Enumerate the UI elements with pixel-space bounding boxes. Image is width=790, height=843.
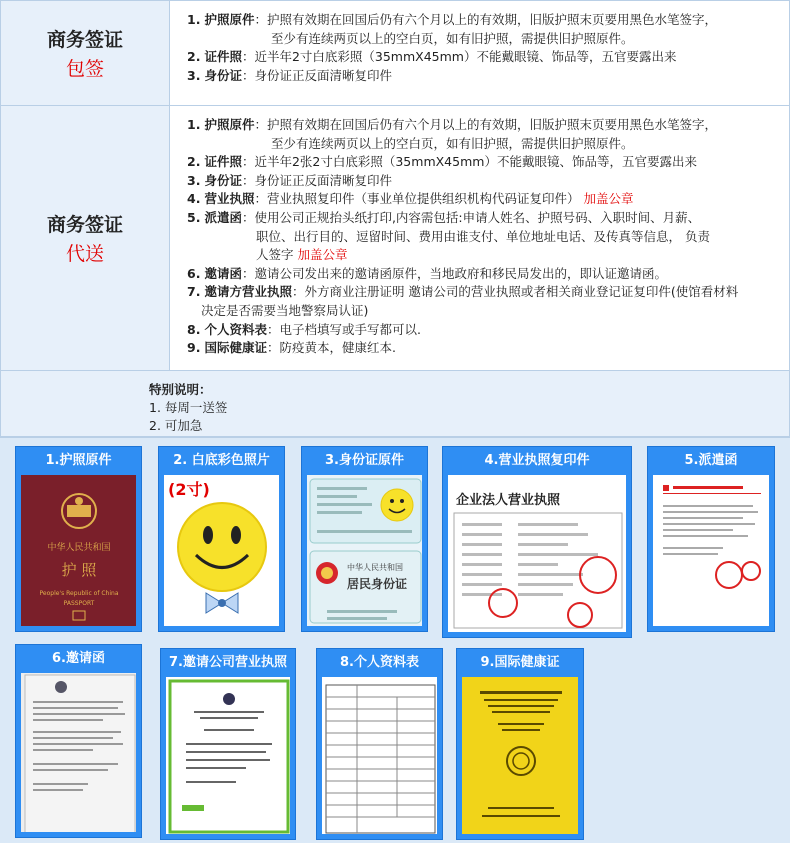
- svg-text:PASSPORT: PASSPORT: [63, 600, 95, 607]
- list-item: 2. 证件照：近半年2寸白底彩照（35mmX45mm）不能戴眼镜、饰品等，五官要露出来: [187, 49, 677, 65]
- list-item: 3. 身份证：身份证正反面清晰复印件: [187, 172, 392, 188]
- id-card-image: [307, 475, 422, 626]
- visa-type: 商务签证: [46, 29, 123, 51]
- note-item: 2. 可加急: [149, 418, 203, 433]
- doc-label: 1.护照原件: [45, 453, 112, 468]
- health-certificate-image: [462, 677, 578, 834]
- company-license-image: [166, 677, 290, 834]
- list-item: 3. 身份证：身份证正反面清晰复印件: [187, 67, 392, 83]
- service-mode: 包签: [65, 58, 104, 80]
- section-baoqian: [1, 1, 789, 106]
- list-item: 1. 护照原件：护照有效期在回国后仍有六个月以上的有效期，旧版护照末页要用黑色水笔签字， 至少有连续两页以上的空白页，如有旧护照，需提供旧护照原件。: [187, 117, 717, 151]
- list-item: 7. 邀请方营业执照：外方商业注册证明 邀请公司的营业执照或者相关商业登记证复印件(使馆看材料 决定是否需要当地警察局认证): [187, 284, 739, 318]
- section-items: [170, 1, 789, 105]
- doc-card-photo: [158, 446, 285, 632]
- section-daisong: [1, 106, 789, 371]
- section-header: [1, 106, 170, 370]
- doc-label: 4.营业执照复印件: [484, 453, 590, 468]
- list-item: 4. 营业执照：营业执照复印件（事业单位提供组织机构代码证复印件） 加盖公章: [187, 191, 634, 207]
- svg-text:People's Republic of China: People's Republic of China: [39, 590, 119, 597]
- doc-label: 6.邀请函: [52, 651, 105, 666]
- doc-card-id: [301, 446, 428, 632]
- service-mode: 代送: [65, 243, 104, 265]
- doc-label: 5.派遣函: [684, 453, 738, 468]
- svg-text:中华人民共和国: 中华人民共和国: [47, 543, 111, 553]
- doc-label: 7.邀请公司营业执照: [169, 655, 287, 670]
- id-card-title: 居民身份证: [347, 577, 408, 591]
- notes-title: 特别说明：: [149, 382, 212, 397]
- business-license-image: [448, 475, 626, 632]
- list-item: 2. 证件照：近半年2张2寸白底彩照（35mmX45mm）不能戴眼镜、饰品等，五官要露出来: [187, 154, 697, 170]
- list-item: 5. 派遣函：使用公司正规抬头纸打印,内容需包括:申请人姓名、护照号码、入职时间、月薪、 职位、出行目的、逗留时间、费用由谁支付、单位地址电话、及传真等信息， 负责 人签字 加盖公章: [187, 209, 710, 263]
- doc-card-passport: [15, 446, 142, 632]
- license-title: 企业法人营业执照: [456, 493, 561, 508]
- note-item: 1. 每周一送签: [149, 400, 228, 415]
- doc-label: 9.国际健康证: [480, 655, 560, 670]
- section-items: [170, 106, 789, 370]
- svg-text:护 照: 护 照: [61, 561, 97, 579]
- id-card-country: 中华人民共和国: [347, 563, 403, 572]
- doc-card-license: [442, 446, 632, 638]
- personal-form-image: [322, 677, 437, 834]
- doc-label: 3.身份证原件: [325, 453, 404, 468]
- photo-size-badge: (2寸): [168, 480, 210, 499]
- list-item: 9. 国际健康证：防疫黄本，健康红本.: [187, 340, 396, 356]
- doc-card-personal-form: [316, 648, 443, 840]
- section-header: [1, 1, 170, 105]
- list-item: 8. 个人资料表：电子档填写或手写都可以.: [187, 321, 421, 337]
- doc-card-dispatch: [647, 446, 775, 632]
- documents-gallery: [0, 438, 790, 843]
- visa-type: 商务签证: [46, 214, 123, 236]
- doc-card-company-license: [160, 648, 296, 840]
- dispatch-letter-image: [653, 475, 769, 626]
- invitation-letter-image: [21, 673, 136, 832]
- photo-image: [164, 475, 279, 626]
- list-item: 1. 护照原件：护照有效期在回国后仍有六个月以上的有效期，旧版护照末页要用黑色水笔签字， 至少有连续两页以上的空白页，如有旧护照，需提供旧护照原件。: [187, 12, 717, 46]
- list-item: 6. 邀请函：邀请公司发出来的邀请函原件，当地政府和移民局发出的，即认证邀请函。: [187, 265, 667, 281]
- doc-card-health-cert: [456, 648, 584, 840]
- doc-card-invitation: [15, 644, 142, 838]
- special-notes: [1, 371, 789, 437]
- doc-label: 8.个人资料表: [340, 655, 419, 670]
- doc-label: 2. 白底彩色照片: [173, 453, 270, 468]
- passport-image: [21, 475, 136, 626]
